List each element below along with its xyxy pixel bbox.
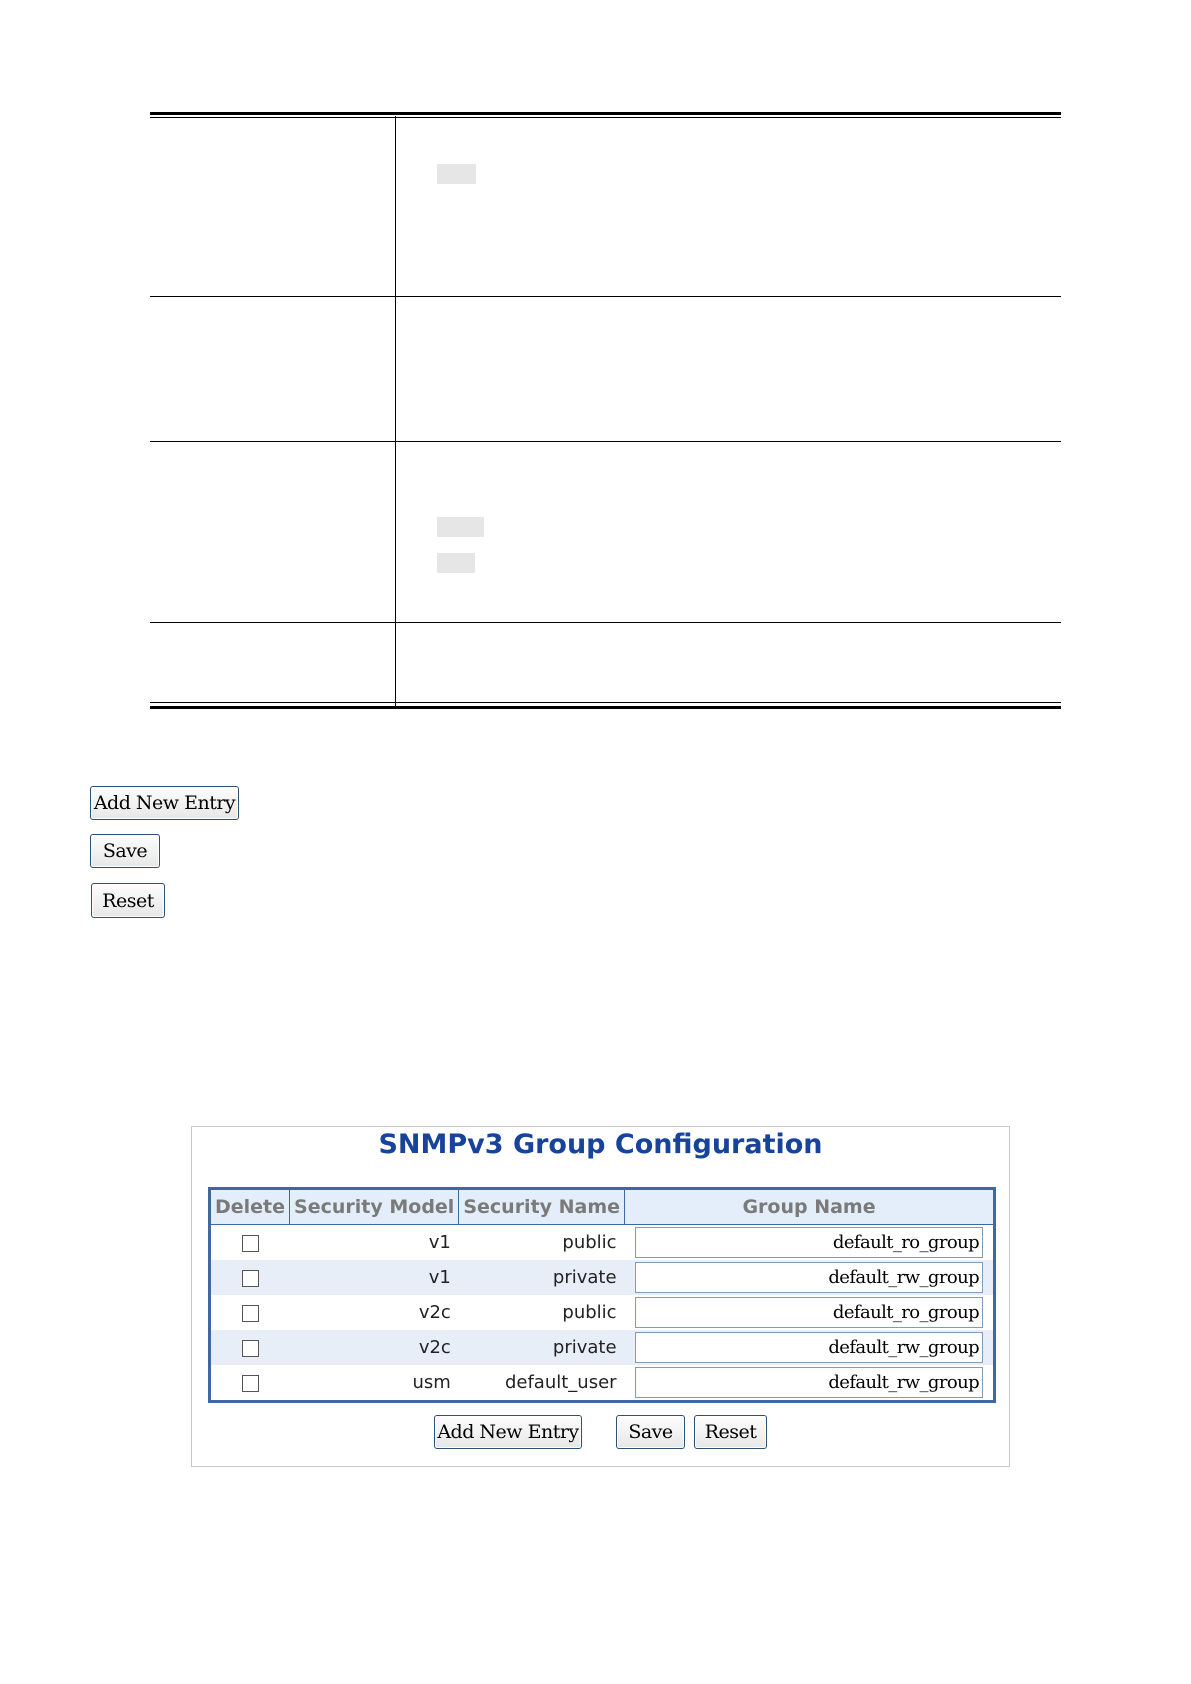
highlighted-term <box>437 553 475 573</box>
description-cell <box>396 118 1061 296</box>
security-model-cell: v2c <box>290 1330 459 1365</box>
security-model-cell: usm <box>412 1372 451 1393</box>
delete-checkbox[interactable] <box>242 1375 259 1392</box>
description-cell <box>396 623 1061 701</box>
save-button[interactable]: Save <box>90 834 160 868</box>
column-header-security-name: Security Name <box>459 1189 625 1225</box>
delete-checkbox[interactable] <box>242 1270 259 1287</box>
parameter-cell <box>150 297 395 441</box>
group-table <box>208 1187 996 1403</box>
group-name-input[interactable]: default_ro_group <box>635 1297 983 1328</box>
parameter-cell <box>150 118 395 296</box>
table-row <box>210 1365 995 1402</box>
security-name-cell: public <box>562 1232 617 1253</box>
security-name-cell: public <box>562 1302 617 1323</box>
group-name-input[interactable]: default_rw_group <box>635 1262 983 1293</box>
security-model-cell: v1 <box>428 1232 451 1253</box>
table-top-rule <box>150 112 1061 115</box>
table-row <box>210 1295 995 1330</box>
add-new-entry-button[interactable]: Add New Entry <box>90 786 239 820</box>
page-title: SNMPv3 Group Configuration <box>378 1129 823 1160</box>
table-row <box>210 1330 995 1365</box>
description-table <box>150 112 1061 711</box>
parameter-cell <box>150 623 395 701</box>
panel-add-new-entry-button[interactable]: Add New Entry <box>434 1415 582 1449</box>
table-row <box>210 1225 995 1261</box>
security-model-cell: v1 <box>290 1260 459 1295</box>
delete-checkbox[interactable] <box>242 1340 259 1357</box>
reset-button[interactable]: Reset <box>91 883 165 918</box>
delete-checkbox[interactable] <box>242 1235 259 1252</box>
security-name-cell: default_user <box>504 1372 617 1393</box>
parameter-cell <box>150 442 395 622</box>
delete-checkbox[interactable] <box>242 1305 259 1322</box>
snmpv3-group-panel <box>191 1126 1010 1467</box>
column-header-security-model: Security Model <box>290 1189 459 1225</box>
security-name-cell: private <box>459 1330 625 1365</box>
table-bottom-rule-inner <box>150 702 1061 703</box>
group-name-input[interactable]: default_rw_group <box>635 1367 983 1398</box>
description-cell <box>396 297 1061 441</box>
panel-reset-button[interactable]: Reset <box>694 1415 767 1449</box>
group-name-input[interactable]: default_rw_group <box>635 1332 983 1363</box>
table-header-row <box>210 1189 995 1225</box>
description-cell <box>396 442 1061 622</box>
table-row <box>210 1260 995 1295</box>
highlighted-term <box>437 517 484 537</box>
security-model-cell: v2c <box>418 1302 451 1323</box>
group-name-input[interactable]: default_ro_group <box>635 1227 983 1258</box>
highlighted-term <box>437 164 476 184</box>
security-name-cell: private <box>459 1260 625 1295</box>
column-header-delete: Delete <box>210 1189 290 1225</box>
column-header-group-name: Group Name <box>625 1189 995 1225</box>
panel-save-button[interactable]: Save <box>616 1415 685 1449</box>
table-bottom-rule <box>150 706 1061 709</box>
